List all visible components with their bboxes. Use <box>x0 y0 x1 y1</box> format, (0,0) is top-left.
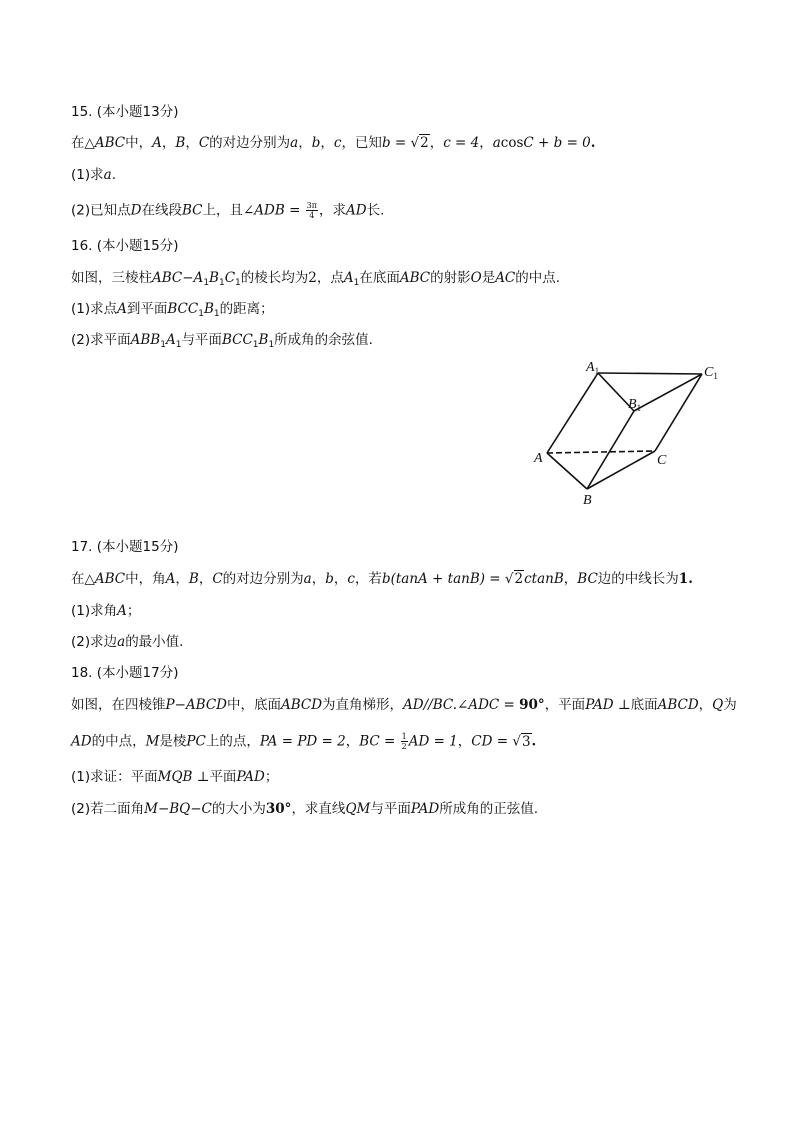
denominator: 2 <box>401 742 407 751</box>
math: ABCD <box>280 697 323 713</box>
text: 如图，三棱柱 <box>71 270 152 286</box>
label-b1: $B_1$ <box>628 397 642 413</box>
sqrt: √2 <box>410 135 429 151</box>
text: 与平面 <box>181 332 222 348</box>
math: A <box>117 301 127 317</box>
text: 为 <box>723 697 737 713</box>
label-c: C <box>657 453 667 468</box>
math: PAD <box>410 801 440 817</box>
subscript: 1 <box>175 340 182 350</box>
text: (1)求点 <box>71 301 118 317</box>
text: ， <box>563 571 578 587</box>
q15-statement <box>71 134 595 152</box>
text: (1)求角 <box>71 603 118 619</box>
subscript: 1 <box>213 309 220 319</box>
text: ， <box>185 135 199 151</box>
text: ， <box>161 135 176 151</box>
text: 底面 <box>630 697 658 713</box>
edge-b1-c1 <box>634 374 702 411</box>
text: 所成角的余弦值. <box>274 332 373 348</box>
text: 的距离； <box>219 301 274 317</box>
math: B <box>203 301 214 317</box>
q18-statement-line2 <box>71 732 536 751</box>
math: MQB ⊥ <box>157 769 210 785</box>
math: PAD <box>236 769 265 785</box>
text: 在 <box>71 571 85 587</box>
math: A <box>343 270 354 286</box>
math: BC <box>181 202 203 219</box>
math: Q <box>712 697 724 713</box>
text: ，点 <box>316 270 344 286</box>
math: 2 <box>308 270 317 286</box>
radicand: 2 <box>514 571 524 587</box>
math: A <box>117 603 127 619</box>
edge-a-a1 <box>547 373 598 453</box>
math: 1 <box>678 571 689 587</box>
q16-statement <box>71 269 560 287</box>
math: ABC <box>399 270 431 286</box>
period: . <box>590 135 596 151</box>
math: ABB <box>130 332 161 348</box>
text: ， <box>333 571 348 587</box>
math: B <box>209 270 219 286</box>
text: 上，且 <box>202 202 243 219</box>
math: C <box>224 270 236 286</box>
math: b = <box>381 135 411 151</box>
q15-part2 <box>71 201 384 220</box>
math: 90° <box>519 697 545 713</box>
text: ， <box>311 571 326 587</box>
text: ， <box>429 135 444 151</box>
text: 的大小为 <box>211 801 266 817</box>
triangle-symbol: △ <box>84 571 95 587</box>
math: A <box>165 332 176 348</box>
subscript: 1 <box>235 278 241 288</box>
math: BC <box>577 571 598 587</box>
text: . <box>111 167 116 183</box>
text: ， <box>320 135 334 151</box>
math: A <box>165 571 176 587</box>
text: ，平面 <box>544 697 586 713</box>
math: C <box>212 571 223 587</box>
math: a <box>290 135 299 151</box>
q18-header: 18. (本小题17分) <box>71 665 179 681</box>
math: AC <box>495 270 516 286</box>
text: ， <box>298 135 312 151</box>
math: b <box>325 571 334 587</box>
q16-part2 <box>71 331 373 349</box>
math: a <box>117 634 126 650</box>
math: ctanB <box>524 571 564 587</box>
period: . <box>688 571 693 587</box>
edge-b-c <box>587 451 655 489</box>
text: ，求 <box>319 202 347 219</box>
q17-statement <box>71 570 693 588</box>
radicand: 2 <box>420 135 429 151</box>
fraction <box>401 732 408 751</box>
math: P−ABCD <box>165 697 227 713</box>
subscript: 1 <box>160 340 166 350</box>
subscript: 1 <box>198 309 204 319</box>
math: ABC−A <box>152 270 204 286</box>
math: PAD ⊥ <box>585 697 631 713</box>
q17-part1 <box>71 602 140 620</box>
text: 的最小值. <box>125 634 184 650</box>
math: CD = <box>471 733 513 750</box>
text: 边的中线长为 <box>597 571 679 587</box>
q18-part2 <box>71 800 538 818</box>
text: 在底面 <box>359 270 400 286</box>
math: B <box>258 332 269 348</box>
text: 为直角梯形， <box>322 697 404 713</box>
text: ，求直线 <box>291 801 346 817</box>
text: 上的点， <box>205 733 260 750</box>
math: D <box>130 202 142 219</box>
math: C + b = 0 <box>523 135 591 151</box>
math: cos <box>500 135 524 151</box>
text: 的棱长均为 <box>240 270 309 286</box>
q18-part1 <box>71 768 278 786</box>
q17-part2 <box>71 633 183 651</box>
math: AD <box>71 733 92 750</box>
text: ， <box>698 697 713 713</box>
math: ∠ADB = <box>242 202 305 219</box>
math: BCC <box>167 301 199 317</box>
text: ； <box>126 603 141 619</box>
text: 平面 <box>209 769 237 785</box>
math: a <box>103 167 112 183</box>
label-c1: $C_1$ <box>704 365 718 381</box>
math: O <box>470 270 482 286</box>
text: 中，角 <box>125 571 166 587</box>
text: 与平面 <box>370 801 411 817</box>
label-a1: $A_1$ <box>586 360 600 376</box>
text: 到平面 <box>126 301 168 317</box>
sqrt: √3 <box>512 733 531 750</box>
text: ， <box>479 135 493 151</box>
math: B <box>188 571 199 587</box>
text: ； <box>264 769 279 785</box>
text: 在 <box>71 135 85 151</box>
math: a <box>492 135 501 151</box>
text: (1)求 <box>71 167 104 183</box>
edge-a-c-hidden <box>547 451 655 453</box>
edge-a-b <box>547 453 587 489</box>
math: AD <box>346 202 367 219</box>
q16-header: 16. (本小题15分) <box>71 238 179 254</box>
text: ，若 <box>354 571 382 587</box>
q18-statement-line1 <box>71 696 737 714</box>
subscript: 1 <box>218 278 225 288</box>
q16-part1 <box>71 300 274 318</box>
subscript: 1 <box>353 278 360 288</box>
text: 是棱 <box>159 733 187 750</box>
math: BC = <box>359 733 400 750</box>
period: . <box>531 733 537 750</box>
math: B <box>175 135 186 151</box>
math: C <box>198 135 210 151</box>
text: (1)求证：平面 <box>71 769 158 785</box>
q15-header: 15. (本小题13分) <box>71 104 179 120</box>
math: A <box>152 135 162 151</box>
math: BCC <box>221 332 253 348</box>
text: 的中点. <box>515 270 561 286</box>
math: PC <box>186 733 206 750</box>
math: AD//BC.∠ADC = <box>403 697 520 713</box>
edge-a1-c1 <box>598 373 702 374</box>
text: 长. <box>366 202 385 219</box>
text: 中， <box>125 135 153 151</box>
edge-b1-b <box>587 411 634 489</box>
text: 的对边分别为 <box>222 571 304 587</box>
text: (2)若二面角 <box>71 801 145 817</box>
triangle-symbol: △ <box>84 135 95 151</box>
text: 在线段 <box>141 202 182 219</box>
text: 如图，在四棱锥 <box>71 697 166 713</box>
q15-part1 <box>71 166 116 184</box>
text: (2)求边 <box>71 634 118 650</box>
text: ， <box>345 733 360 750</box>
text: 所成角的正弦值. <box>439 801 539 817</box>
text: ，已知 <box>341 135 382 151</box>
math: PA = PD = 2 <box>259 733 346 750</box>
math: QM <box>345 801 371 817</box>
denominator: 4 <box>309 211 315 220</box>
numerator: 3π <box>306 201 318 210</box>
text: ， <box>175 571 189 587</box>
math: M <box>145 733 160 750</box>
math: ABC <box>94 135 126 151</box>
text: ， <box>198 571 213 587</box>
math: M−BQ−C <box>144 801 212 817</box>
prism-figure <box>530 358 730 508</box>
fraction <box>306 201 318 220</box>
prism-diagram <box>530 358 730 508</box>
label-a: A <box>534 451 543 466</box>
math: c = 4 <box>443 135 480 151</box>
q17-header: 17. (本小题15分) <box>71 539 179 555</box>
math: a <box>303 571 312 587</box>
subscript: 1 <box>268 340 275 350</box>
math: b <box>311 135 321 151</box>
math: ABC <box>94 571 126 587</box>
sqrt: √2 <box>504 571 524 587</box>
radicand: 3 <box>521 733 531 750</box>
math: c <box>333 135 342 151</box>
text: 的中点， <box>91 733 146 750</box>
math: b(tanA + tanB) = <box>381 571 505 587</box>
text: 的射影 <box>430 270 471 286</box>
text: (2)已知点 <box>71 202 131 219</box>
label-b: B <box>583 493 592 508</box>
text: (2)求平面 <box>71 332 131 348</box>
text: 中，底面 <box>226 697 281 713</box>
math: c <box>347 571 355 587</box>
math: AD = 1 <box>408 733 458 750</box>
text: ， <box>457 733 472 750</box>
subscript: 1 <box>203 278 210 288</box>
math: 30° <box>265 801 292 817</box>
text: 的对边分别为 <box>209 135 291 151</box>
edge-c1-c <box>655 374 702 451</box>
text: 是 <box>481 270 496 286</box>
math: ABCD <box>657 697 699 713</box>
numerator: 1 <box>401 732 407 741</box>
subscript: 1 <box>252 340 259 350</box>
